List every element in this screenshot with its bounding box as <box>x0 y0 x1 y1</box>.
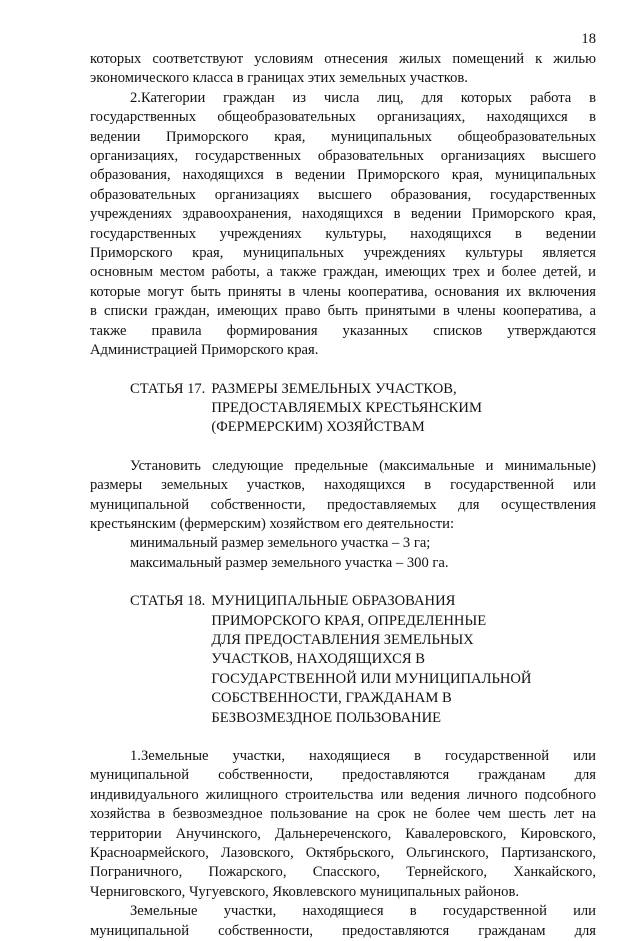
article-18-paragraph-2 <box>90 902 596 941</box>
text-line: муниципальной собственности, предоставляемых для осуществления <box>90 496 596 513</box>
text-line: учреждениях здравоохранения, находящихся в ведении Приморского края, <box>90 206 596 223</box>
title-line: ДЛЯ ПРЕДОСТАВЛЕНИЯ ЗЕМЕЛЬНЫХ <box>211 631 474 648</box>
text-line: образования, находящихся в ведении Приморского края, муниципальных <box>90 167 596 184</box>
text-line: 2.Категории граждан из числа лиц, для которых работа в <box>130 89 596 106</box>
title-line: ПРЕДОСТАВЛЯЕМЫХ КРЕСТЬЯНСКИМ <box>211 399 482 416</box>
article-17-label: СТАТЬЯ 17. <box>130 380 206 397</box>
spacer <box>90 438 596 457</box>
text-line: Черниговского, Чугуевского, Яковлевского муниципальных районов. <box>90 883 519 900</box>
article-17-body <box>90 457 596 573</box>
text-line: Земельные участки, находящиеся в государственной или <box>130 903 596 920</box>
text-line: территории Анучинского, Дальнереченского, Кавалеровского, Кировского, <box>90 825 596 842</box>
text-line: в списки граждан, имеющих право быть принятыми в члены кооператива, а <box>90 303 596 320</box>
text-line: муниципальной собственности, предоставляются гражданам для <box>90 767 596 784</box>
list-item-min-size: минимальный размер земельного участка – 3 га; <box>130 535 431 552</box>
title-line: БЕЗВОЗМЕЗДНОЕ ПОЛЬЗОВАНИЕ <box>211 709 442 726</box>
paragraph-categories <box>90 89 596 361</box>
text-line: ведении Приморского края, муниципальных общеобразовательных <box>90 128 596 145</box>
text-line: Администрацией Приморского края. <box>90 342 319 359</box>
text-line: Красноармейского, Лазовского, Октябрьского, Ольгинского, Партизанского, <box>90 845 596 862</box>
text-line: Приморского края, муниципальных учреждениях культуры является <box>90 245 596 262</box>
text-line: крестьянским (фермерским) хозяйством его деятельности: <box>90 515 455 532</box>
text-line: Пограничного, Пожарского, Спасского, Тернейского, Ханкайского, <box>90 864 596 881</box>
page-number: 18 <box>581 31 596 47</box>
spacer <box>90 573 596 592</box>
article-18-heading <box>130 592 596 728</box>
article-18-paragraph-1 <box>90 747 596 902</box>
text-line: размеры земельных участков, находящихся в государственной или <box>90 477 596 494</box>
text-line: также правила формирования указанных списков утверждаются <box>90 322 596 339</box>
document-page <box>90 30 596 941</box>
article-17-heading <box>130 380 596 438</box>
title-line: СОБСТВЕННОСТИ, ГРАЖДАНАМ В <box>211 690 452 707</box>
text-line: государственных учреждениях культуры, находящихся в ведении <box>90 225 596 242</box>
text-line: хозяйства в безвозмездное пользование на срок не более чем шесть лет на <box>90 806 596 823</box>
article-18-label: СТАТЬЯ 18. <box>130 593 206 610</box>
text-line: которых соответствуют условиям отнесения жилых помещений к жилью <box>90 51 596 67</box>
text-line: Установить следующие предельные (максимальные и минимальные) <box>130 457 596 474</box>
article-17-title <box>211 380 482 438</box>
text-line: экономического класса в границах этих земельных участков. <box>90 70 468 87</box>
list-item-max-size: максимальный размер земельного участка – 300 га. <box>130 554 449 571</box>
spacer <box>90 361 596 380</box>
article-18-title <box>211 592 531 728</box>
text-line: которые могут быть приняты в члены кооператива, основания их включения <box>90 283 596 300</box>
title-line: УЧАСТКОВ, НАХОДЯЩИХСЯ В <box>211 651 426 668</box>
text-line: основным местом работы, а также граждан, имеющих трех и более детей, и <box>90 264 596 281</box>
text-line: индивидуального жилищного строительства или ведения личного подсобного <box>90 786 596 803</box>
text-line: образовательных организациях высшего образования, государственных <box>90 186 596 203</box>
title-line: МУНИЦИПАЛЬНЫЕ ОБРАЗОВАНИЯ <box>211 593 456 610</box>
text-line: 1.Земельные участки, находящиеся в государственной или <box>130 748 596 764</box>
title-line: ПРИМОРСКОГО КРАЯ, ОПРЕДЕЛЕННЫЕ <box>211 612 487 629</box>
text-line: муниципальной собственности, предоставляются гражданам для <box>90 922 596 939</box>
text-line: организациях, государственных образовательных организациях высшего <box>90 148 596 165</box>
intro-paragraph <box>90 50 596 89</box>
spacer <box>90 728 596 747</box>
text-line: государственных общеобразовательных организациях, находящихся в <box>90 109 596 126</box>
title-line: ГОСУДАРСТВЕННОЙ ИЛИ МУНИЦИПАЛЬНОЙ <box>211 670 532 687</box>
title-line: (ФЕРМЕРСКИМ) ХОЗЯЙСТВАМ <box>211 419 425 436</box>
title-line: РАЗМЕРЫ ЗЕМЕЛЬНЫХ УЧАСТКОВ, <box>211 380 457 397</box>
